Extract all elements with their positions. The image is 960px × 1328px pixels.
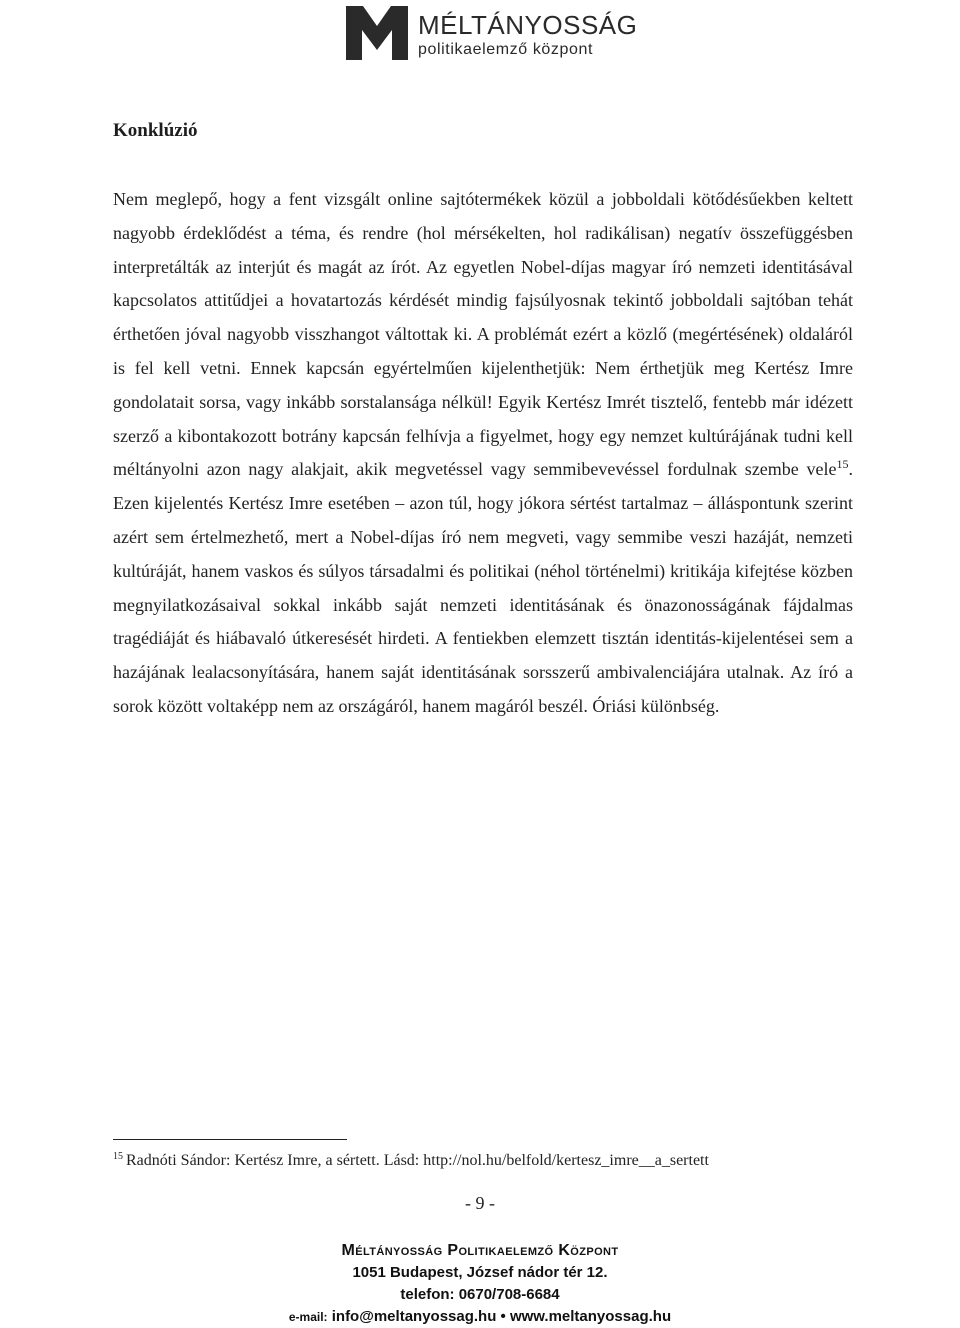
footnote-reference: 15 <box>836 457 849 472</box>
footnote-text: Radnóti Sándor: Kertész Imre, a sértett. Lásd: http://nol.hu/belfold/kertesz_imre__a_sertett <box>126 1152 709 1169</box>
footer-org-name: Méltányosság Politikaelemző Központ <box>341 1242 619 1259</box>
logo-subtitle: politikaelemző központ <box>418 41 594 58</box>
footer-address: 1051 Budapest, József nádor tér 12. <box>352 1264 608 1281</box>
footnote-divider <box>113 1139 347 1140</box>
footer-email-label: e-mail: <box>288 1310 328 1324</box>
footnote <box>113 1151 709 1170</box>
logo-name: MÉLTÁNYOSSÁG <box>418 10 638 40</box>
page-number: - 9 - <box>465 1193 495 1213</box>
footer-phone: telefon: 0670/708-6684 <box>400 1286 560 1303</box>
footnote-number: 15 <box>113 1151 123 1162</box>
organization-footer <box>0 1240 960 1328</box>
footer-contact: info@meltanyossag.hu • www.meltanyossag.hu <box>331 1308 672 1325</box>
paragraph-part-2: . Ezen kijelentés Kertész Imre esetében – azon túl, hogy jókora sértést tartalmaz – álláspontunk szerint azért sem értelmezhető, mert a Nobel-díjas író nem megveti, vagy semmibe veszi hazáját, nemzeti kultúráját, hanem vaskos és súlyos társadalmi és politikai (néhol történelmi) kritikája kifejtése közben megnyilatkozásaival sokkal inkább saját nemzeti identitásának és önazonosságának fájdalmas tragédiáját és hiábavaló útkeresését hirdeti. A fentiekben elemzett tisztán identitás-kijelentései sem a hazájának lealacsonyítására, hanem saját identitásának sorsszerű ambivalenciájára utalnak. Az író a sorok között voltaképp nem az országáról, hanem magáról beszél. Óriási különbség. <box>113 459 853 716</box>
header-logo <box>346 6 638 60</box>
paragraph-part-1: Nem meglepő, hogy a fent vizsgált online sajtótermékek közül a jobboldali kötődésűekben keltett nagyobb érdeklődést a téma, és rendre (hol mérsékelten, hol radikálisan) negatív összefüggésben interpretálták az interjút és magát az írót. Az egyetlen Nobel-díjas magyar író nemzeti identitásával kapcsolatos attitűdjei a hovatartozás kérdését mindig fajsúlyosnak tekintő jobboldali sajtóban tehát érthetően jóval nagyobb visszhangot váltottak ki. A problémát ezért a közlő (megértésének) oldaláról is fel kell vetni. Ennek kapcsán egyértelműen kijelenthetjük: Nem érthetjük meg Kertész Imre gondolatait sorsa, vagy inkább sorstalansága nélkül! Egyik Kertész Imrét tisztelő, fentebb már idézett szerző a kibontakozott botrány kapcsán felhívja a figyelmet, hogy egy nemzet kultúrájának tudni kell méltányolni azon nagy alakjait, akik megvetéssel vagy semmibevevéssel fordulnak szembe vele <box>113 189 853 480</box>
logo-mark-icon <box>346 6 408 60</box>
section-heading: Konklúzió <box>113 120 198 141</box>
body-paragraph <box>113 183 853 724</box>
